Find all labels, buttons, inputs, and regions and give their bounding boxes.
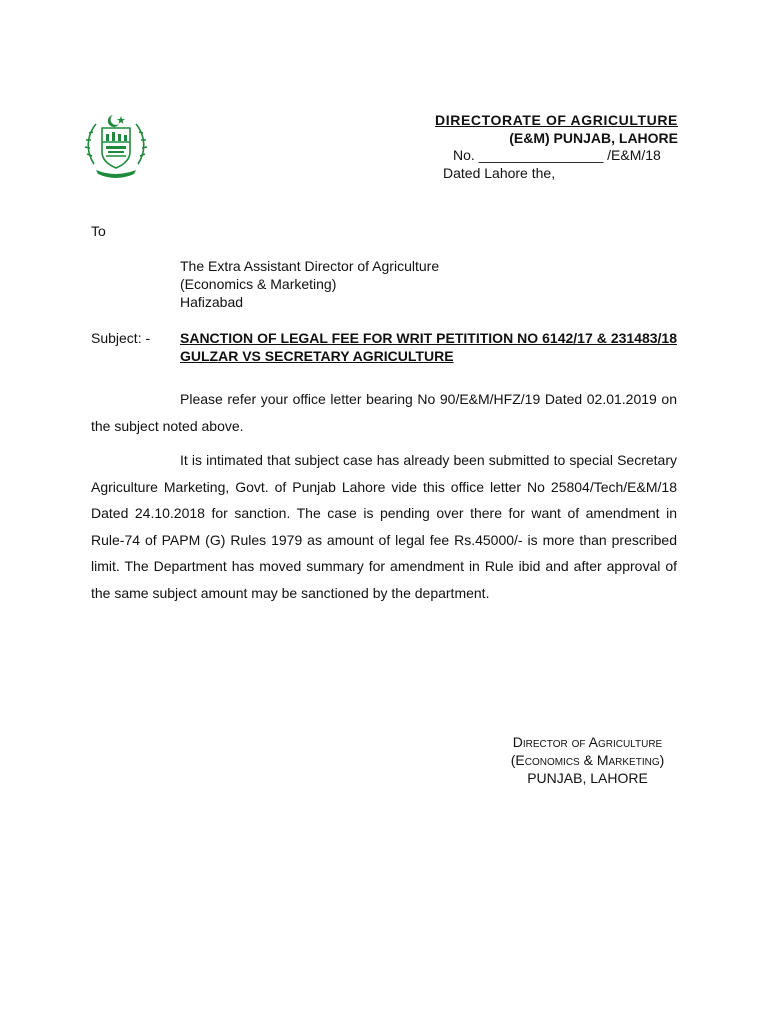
signature-department: (Economics & Marketing) [510, 752, 665, 768]
signature-title: Director of Agriculture [512, 734, 663, 750]
signature-block [480, 733, 695, 787]
directorate-subtitle: (E&M) PUNJAB, LAHORE [509, 130, 678, 146]
subject-label: Subject: - [91, 330, 151, 346]
punjab-government-seal-icon [84, 112, 148, 180]
body-paragraph: Please refer your office letter bearing No 90/E&M/HFZ/19 Dated 02.01.2019 on the subject noted above. [91, 391, 677, 434]
signature-location: PUNJAB, LAHORE [527, 770, 648, 786]
letterhead-block [435, 111, 678, 147]
to-label: To [91, 223, 106, 239]
letter-number: No. ________________ /E&M/18 [453, 147, 661, 163]
subject-text: SANCTION OF LEGAL FEE FOR WRIT PETITITION NO 6142/17 & 231483/18 GULZAR VS SECRETARY AGRICULTURE [180, 330, 677, 364]
recipient-line: (Economics & Marketing) [180, 276, 337, 292]
directorate-title: DIRECTORATE OF AGRICULTURE [435, 112, 678, 128]
recipient-line: Hafizabad [180, 294, 244, 310]
recipient-line: The Extra Assistant Director of Agriculture [180, 258, 440, 274]
letter-date: Dated Lahore the, [443, 165, 556, 181]
recipient-address [180, 257, 439, 311]
body-paragraph: It is intimated that subject case has already been submitted to special Secretary Agriculture Marketing, Govt. of Punjab Lahore vide this office letter No 25804/Tech/E&M/18 Dated 24.10.2018 for sanction. The case is pending over there for want of amendment in Rule-74 of PAPM (G) Rules 1979 as amount of legal fee Rs.45000/- is more than prescribed limit. The Department has moved summary for amendment in Rule ibid and after approval of the same subject amount may be sanctioned by the department. [91, 452, 677, 601]
